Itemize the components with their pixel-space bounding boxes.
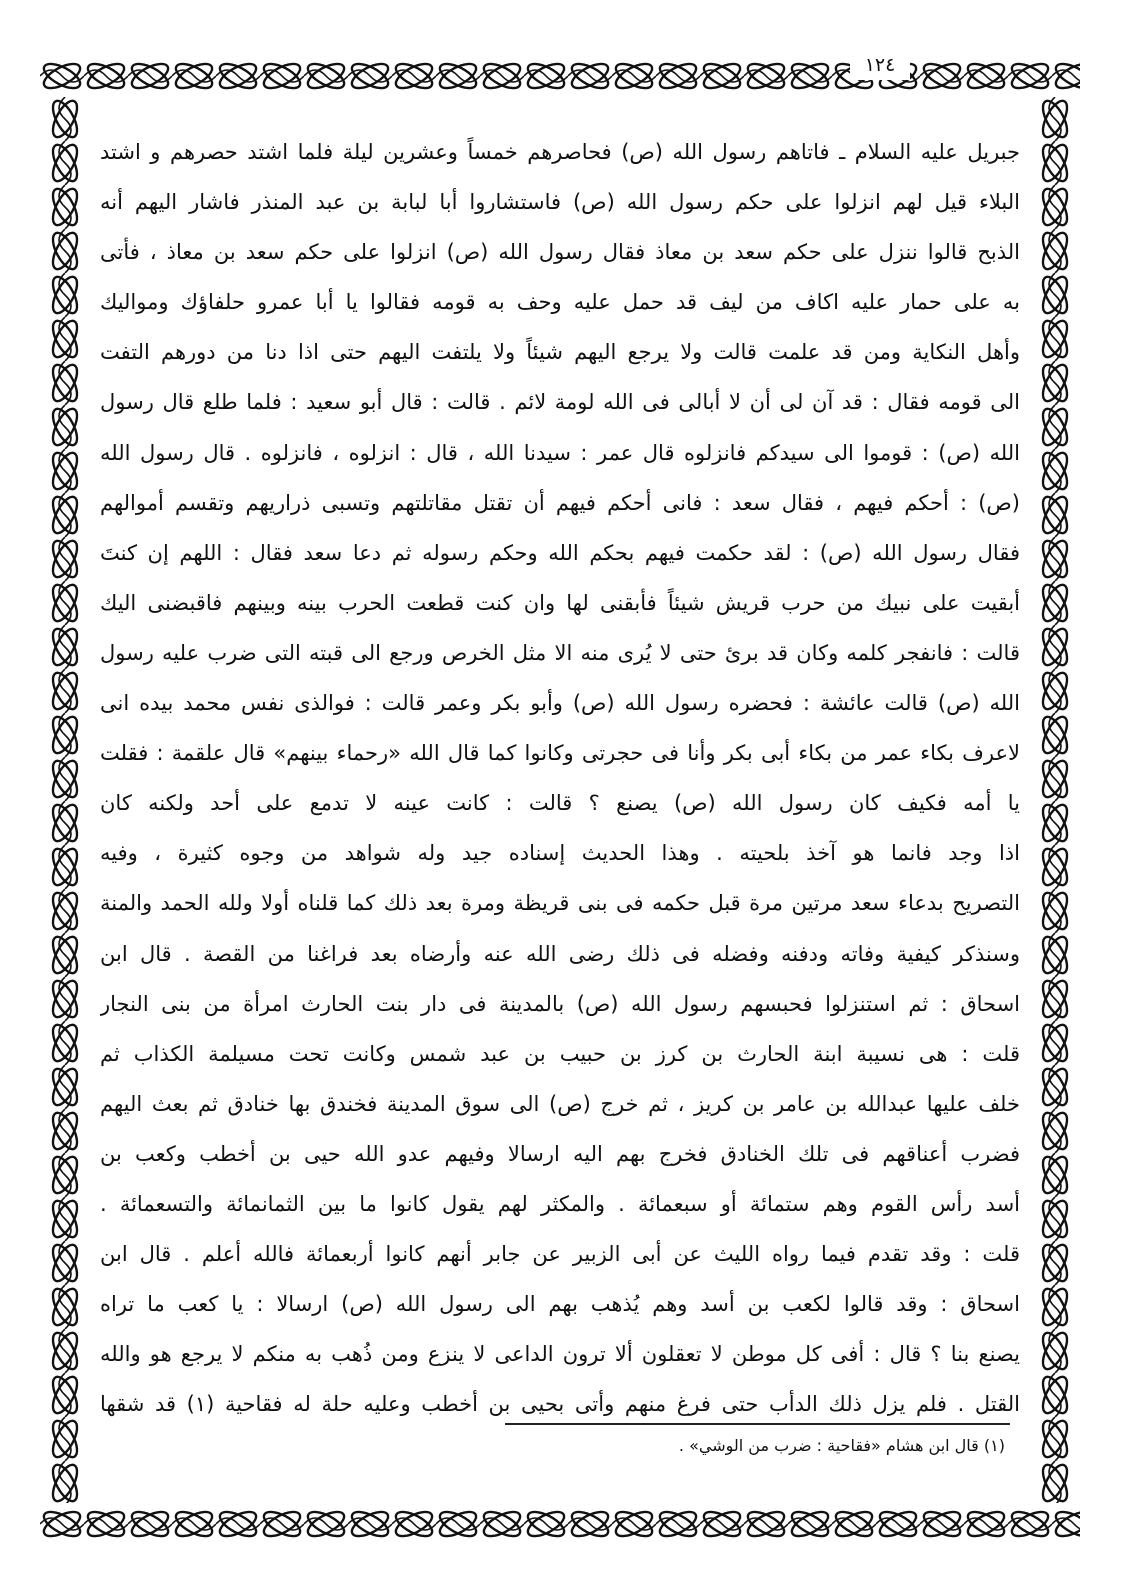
text-line: اسحاق : وقد قالوا لكعب بن أسد وهم يُذهب بهم الى رسول الله (ص) ارسالا : يا كعب ما تراه: [100, 1292, 1020, 1317]
text-line: يصنع بنا ؟ قال : أفى كل موطن لا تعقلون ألا ترون الداعى لا ينزع ومن ذُهب به منكم لا يرجع هو والله: [100, 1342, 1020, 1367]
page-number: ١٢٤: [850, 50, 910, 80]
text-line: قلت : وقد تقدم فيما رواه الليث عن أبى الزبير عن جابر أنهم كانوا أربعمائة فالله أعلم . قال ابن: [100, 1242, 1020, 1267]
text-line: خلف عليها عبدالله بن عامر بن كريز ، ثم خرج (ص) الى سوق المدينة فخندق بها خنادق ثم بعث اليهم: [100, 1091, 1020, 1116]
text-line: فضرب أعناقهم فى تلك الخنادق فخرج بهم اليه ارسالا وفيهم عدو الله حيى بن أخطب وكعب بن: [100, 1141, 1020, 1166]
text-line: القتل . فلم يزل ذلك الدأب حتى فرغ منهم وأتى بحيى بن أخطب وعليه حلة له فقاحية (١) قد شقها: [100, 1392, 1020, 1417]
text-line: أسد رأس القوم وهم ستمائة أو سبعمائة . والمكثر لهم يقول كانوا ما بين الثمانمائة والتسعمائة .: [100, 1191, 1020, 1216]
text-line: جبريل عليه السلام ـ فاتاهم رسول الله (ص) فحاصرهم خمساً وعشرين ليلة فلما اشتد حصرهم و اشتد: [100, 140, 1020, 164]
left-border-ornament: [42, 97, 88, 1503]
footnote-separator: [505, 1423, 1010, 1425]
main-text: [100, 127, 1020, 1429]
text-line: وسنذكر كيفية وفاته ودفنه وفضله فى ذلك رضى الله عنه وأرضاه بعد فراغنا من القصة . قال ابن: [100, 941, 1020, 966]
top-border-ornament: [40, 55, 1080, 97]
footnote: (١) قال ابن هشام «فقاحية : ضرب من الوشي» .: [678, 1436, 1005, 1455]
text-line: الله (ص) : قوموا الى سيدكم فانزلوه قال عمر : سيدنا الله ، قال : انزلوه ، فانزلوه . قال رسول الله: [100, 440, 1020, 465]
text-line: الله (ص) قالت عائشة : فحضره رسول الله (ص) وأبو بكر وعمر قالت : فوالذى نفس محمد بيده انى: [100, 691, 1020, 716]
text-line: فقال رسول الله (ص) : لقد حكمت فيهم بحكم الله وحكم رسوله ثم دعا سعد فقال : اللهم إن كنتَ: [100, 540, 1020, 565]
text-line: قلت : هى نسيبة ابنة الحارث بن كرز بن حبيب بن عبد شمس وكانت تحت مسيلمة الكذاب ثم: [100, 1041, 1020, 1066]
text-line: يا أمه فكيف كان رسول الله (ص) يصنع ؟ قالت : كانت عينه لا تدمع على أحد ولكنه كان: [100, 791, 1020, 816]
text-line: الذبح قالوا ننزل على حكم سعد بن معاذ فقال رسول الله (ص) انزلوا على حكم سعد بن معاذ ، فأتى: [100, 240, 1020, 265]
text-line: أبقيت على نبيك من حرب قريش شيئاً فأبقنى لها وان كنت قطعت الحرب بينه وبينهم فاقبضنى اليك: [100, 590, 1020, 615]
text-line: به على حمار عليه اكاف من ليف قد حمل عليه وحف به قومه فقالوا يا أبا عمرو حلفاؤك ومواليك: [100, 290, 1020, 315]
text-line: البلاء قيل لهم انزلوا على حكم رسول الله (ص) فاستشاروا أبا لبابة بن عبد المنذر فاشار اليهم أنه: [100, 190, 1020, 215]
text-line: (ص) : أحكم فيهم ، فقال سعد : فانى أحكم فيهم أن تقتل مقاتلتهم وتسبى ذراريهم وتقسم أموالهم: [100, 490, 1020, 515]
text-line: التصريح بدعاء سعد مرتين مرة قبل حكمه فى بنى قريظة ومرة بعد ذلك كما قلناه أولا ولله الحمد والمنة: [100, 891, 1020, 916]
text-line: اسحاق : ثم استنزلوا فحبسهم رسول الله (ص) بالمدينة فى دار بنت الحارث امرأة من بنى النجار: [100, 991, 1020, 1016]
text-line: الى قومه فقال : قد آن لى أن لا أبالى فى الله لومة لائم . قالت : قال أبو سعيد : فلما طلع قال رسول: [100, 390, 1020, 415]
text-line: اذا وجد فانما هو آخذ بلحيته . وهذا الحديث إسناده جيد وله شواهد من وجوه كثيرة ، وفيه: [100, 841, 1020, 866]
text-line: قالت : فانفجر كلمه وكان قد برئ حتى لا يُرى منه الا مثل الخرص ورجع الى قبته التى ضرب عليه رسول: [100, 640, 1020, 665]
right-border-ornament: [1032, 97, 1078, 1503]
bottom-border-ornament: [40, 1503, 1080, 1545]
text-line: لاعرف بكاء عمر من بكاء أبى بكر وأنا فى حجرتى وكانوا كما قال الله «رحماء بينهم» قال علقمة : فقلت: [100, 741, 1020, 766]
text-line: وأهل النكاية ومن قد علمت قالت ولا يرجع اليهم شيئاً ولا يلتفت اليهم حتى اذا دنا من دورهم التفت: [100, 340, 1020, 365]
